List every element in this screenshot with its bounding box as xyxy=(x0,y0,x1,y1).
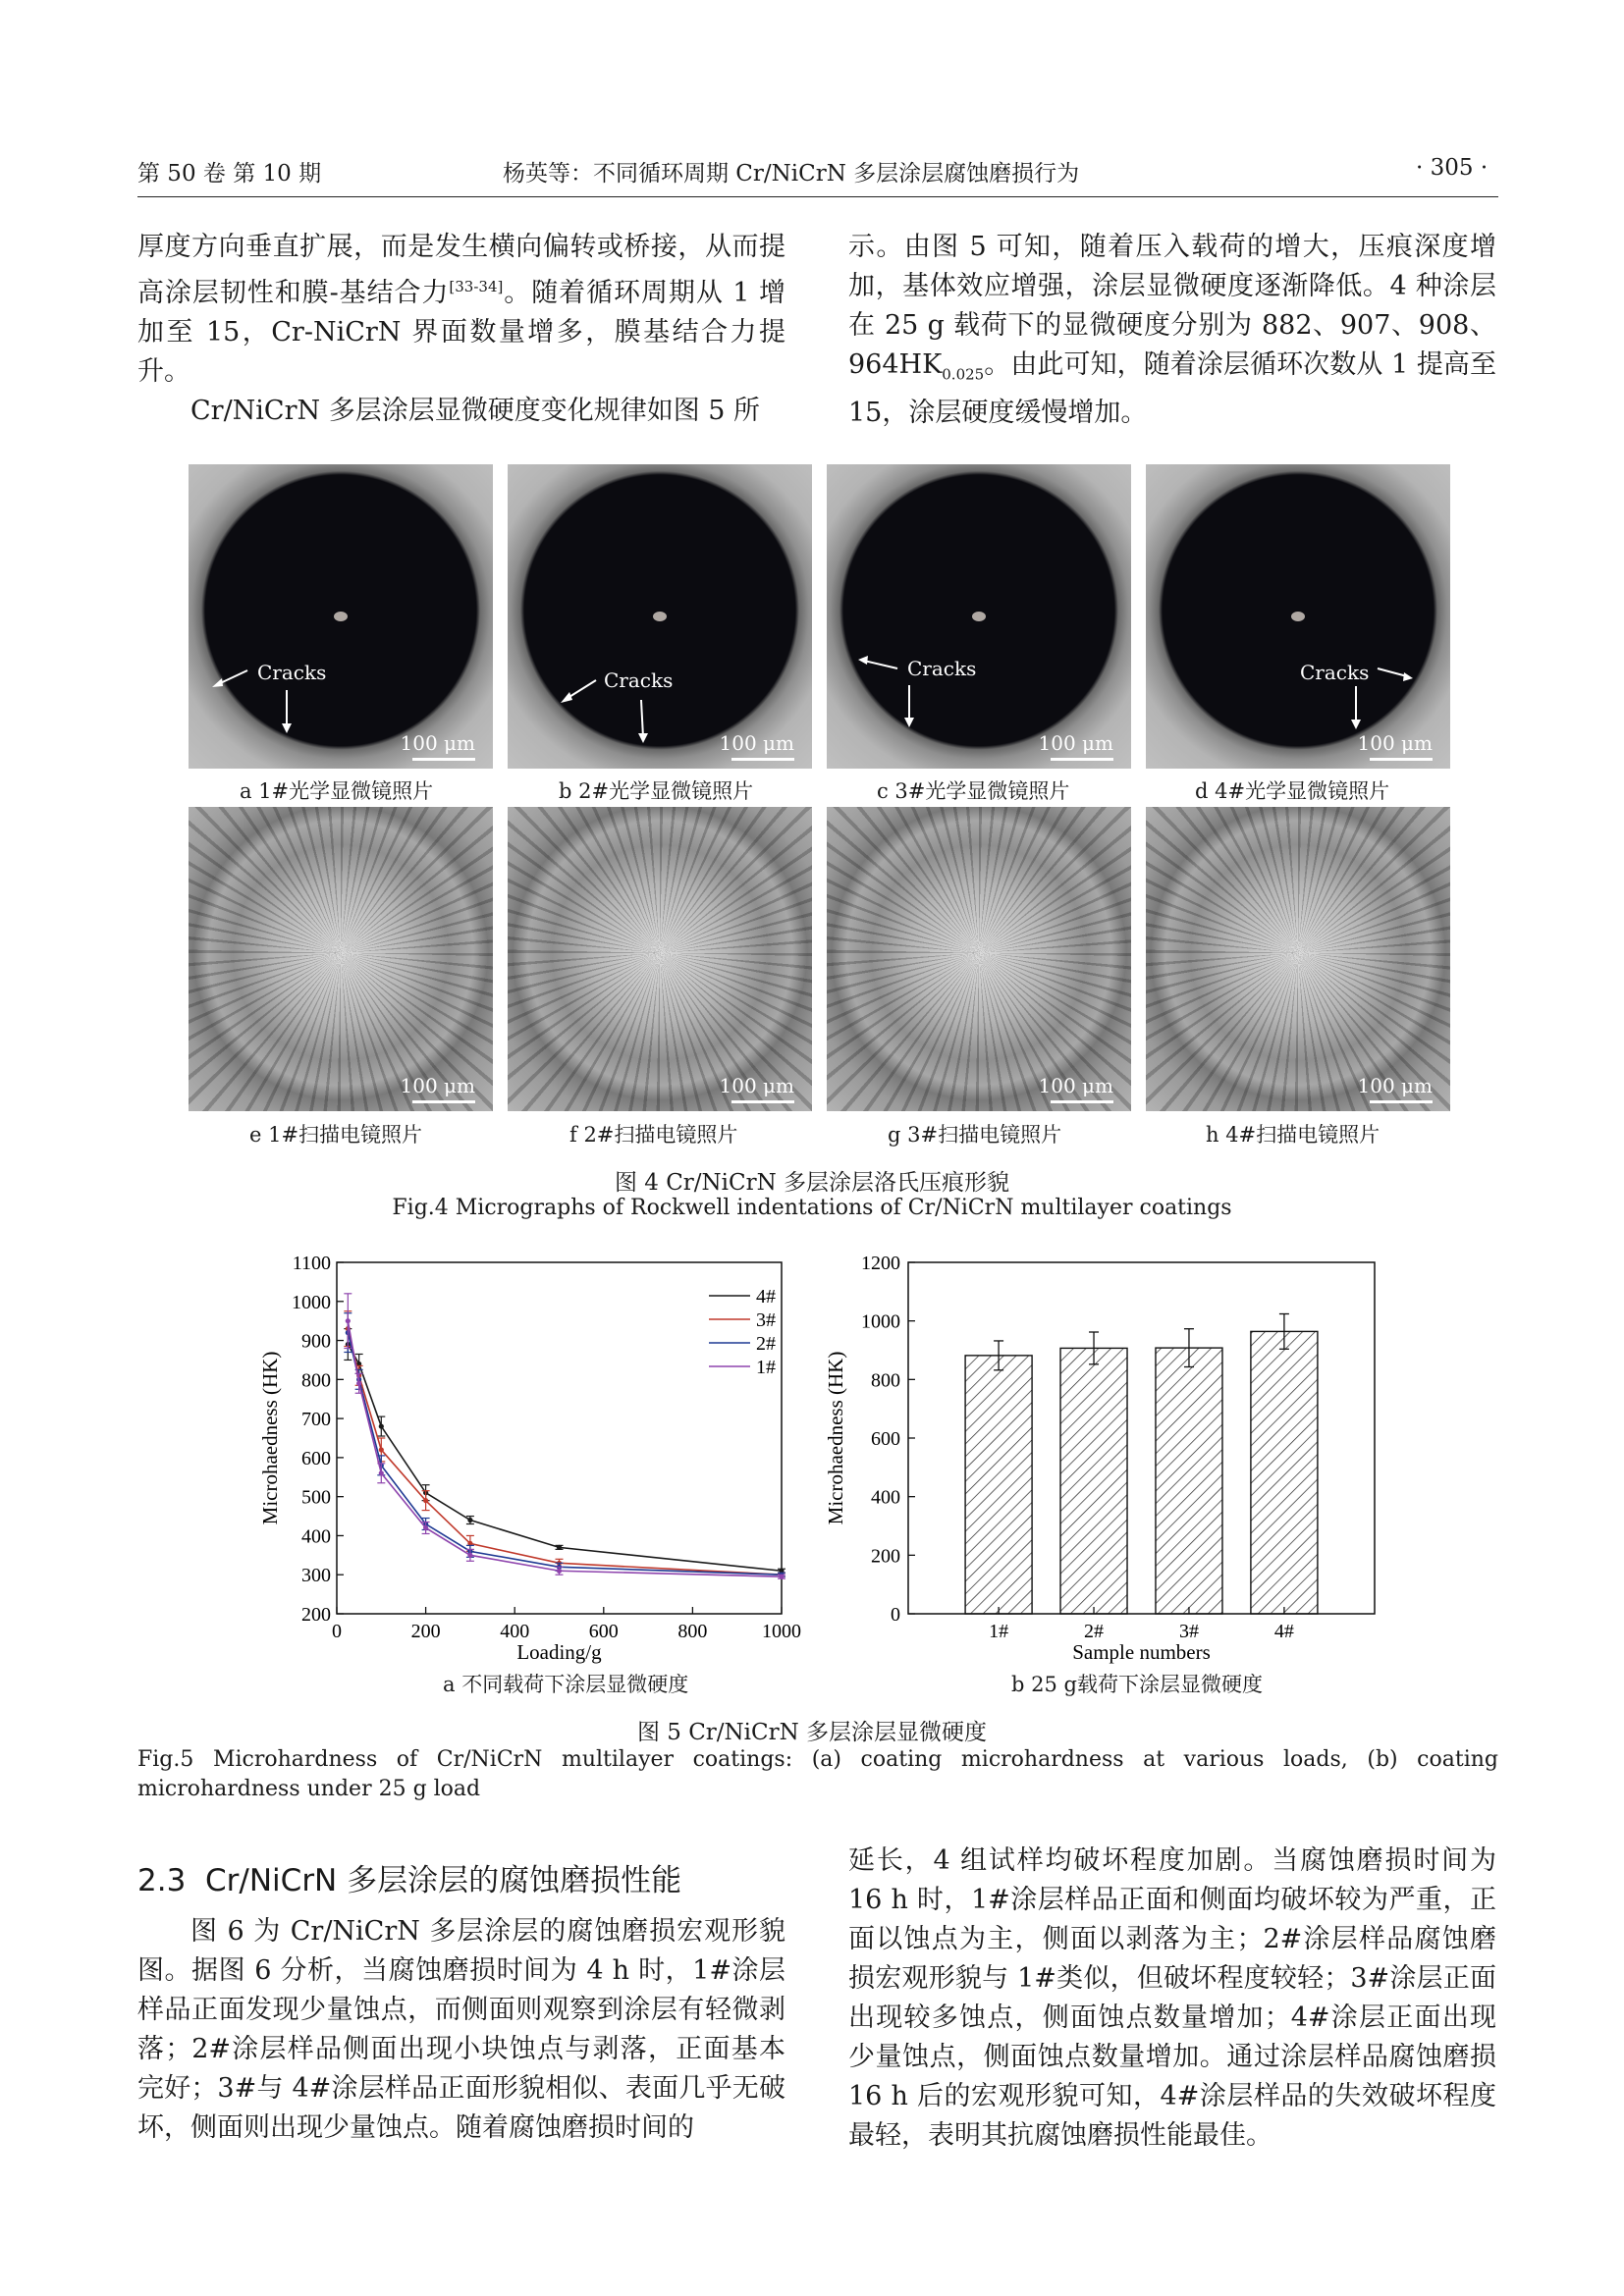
scale-bar xyxy=(412,758,475,761)
data-point xyxy=(379,1423,384,1428)
paragraph xyxy=(848,228,1496,433)
x-tick-label: 1000 xyxy=(762,1621,801,1642)
crack-arrows xyxy=(1146,464,1450,769)
figure-4-caption-cn: 图 4 Cr/NiCrN 多层涂层洛氏压痕形貌 xyxy=(614,1170,1010,1196)
crack-arrows xyxy=(508,464,812,769)
y-axis-label: Microhaedness (HK) xyxy=(824,1351,847,1525)
header-volume: 第 50 卷 第 10 期 xyxy=(137,161,322,187)
panel-label-b: b 2#光学显微镜照片 xyxy=(559,779,754,803)
scale-bar xyxy=(1051,758,1113,761)
legend-label: 3# xyxy=(756,1309,776,1331)
data-point xyxy=(423,1525,428,1530)
figure-4-caption-en: Fig.4 Micrographs of Rockwell indentations of Cr/NiCrN multilayer coatings xyxy=(392,1196,1232,1220)
y-tick-label: 1000 xyxy=(292,1291,331,1313)
cracks-label: Cracks xyxy=(257,661,327,684)
scale-bar xyxy=(412,1100,475,1103)
scale-text: 100 μm xyxy=(400,1074,475,1097)
section-heading xyxy=(137,1855,681,1899)
data-point xyxy=(423,1498,428,1503)
data-point xyxy=(779,1575,784,1579)
scale-text: 100 μm xyxy=(1038,731,1113,755)
panel-label-g: g 3#扫描电镜照片 xyxy=(888,1123,1062,1147)
panel-b-optical-micrograph xyxy=(508,464,812,769)
scale-text: 100 μm xyxy=(1038,1074,1113,1097)
x-tick-label: 0 xyxy=(332,1621,342,1642)
scale-bar xyxy=(731,1100,794,1103)
figure-5-charts xyxy=(0,1247,1624,1698)
figure-5-sublabel-b: b 25 g载荷下涂层显微硬度 xyxy=(1011,1673,1263,1696)
text: 。随着循环周期从 1 增加至 15，Cr-NiCrN 界面数量增多，膜基结合力提升。 xyxy=(137,278,786,387)
x-tick-label: 200 xyxy=(410,1621,441,1642)
data-point xyxy=(356,1381,361,1386)
x-tick-label: 400 xyxy=(500,1621,530,1642)
y-tick-label: 300 xyxy=(301,1565,331,1587)
crack-arrows xyxy=(189,464,493,769)
panel-label-a: a 1#光学显微镜照片 xyxy=(240,779,434,803)
paragraph: Cr/NiCrN 多层涂层显微硬度变化规律如图 5 所 xyxy=(190,396,761,426)
header-title: 杨英等：不同循环周期 Cr/NiCrN 多层涂层腐蚀磨损行为 xyxy=(503,161,1080,187)
x-axis-label: Loading/g xyxy=(516,1640,602,1664)
figure-5-sublabel-a: a 不同载荷下涂层显微硬度 xyxy=(443,1673,689,1696)
y-tick-label: 800 xyxy=(871,1369,900,1392)
scale-text: 100 μm xyxy=(719,731,794,755)
panel-label-f: f 2#扫描电镜照片 xyxy=(569,1123,738,1147)
panel-h-sem-micrograph xyxy=(1146,807,1450,1111)
panel-e-sem-micrograph xyxy=(189,807,493,1111)
crack-arrows xyxy=(827,464,1131,769)
panel-g-sem-micrograph xyxy=(827,807,1131,1111)
y-tick-label: 600 xyxy=(301,1447,331,1469)
column-bottom-right xyxy=(848,1842,1496,2156)
cracks-label: Cracks xyxy=(1300,661,1370,684)
panel-a-optical-micrograph xyxy=(189,464,493,769)
text: 厚度方向垂直扩展，而是发生横向偏转或桥接，从而提高涂层韧性和膜-基结合力 xyxy=(137,232,785,308)
data-point xyxy=(557,1569,562,1574)
paragraph xyxy=(137,228,785,392)
citation: [33-34] xyxy=(449,278,504,295)
y-tick-label: 800 xyxy=(301,1369,331,1392)
y-tick-label: 600 xyxy=(871,1428,900,1450)
y-tick-label: 200 xyxy=(301,1604,331,1626)
panel-label-h: h 4#扫描电镜照片 xyxy=(1206,1123,1380,1147)
data-point xyxy=(467,1518,472,1522)
series-line xyxy=(348,1321,782,1577)
text: 。由此可知，随着涂层循环次数从 1 提高至 15，涂层硬度缓慢增加。 xyxy=(848,349,1496,429)
bar xyxy=(1156,1348,1222,1614)
y-tick-label: 500 xyxy=(301,1486,331,1509)
x-tick-label: 4# xyxy=(1273,1621,1294,1642)
y-tick-label: 1000 xyxy=(861,1310,900,1333)
scale-text: 100 μm xyxy=(1357,1074,1433,1097)
scale-bar xyxy=(1051,1100,1113,1103)
y-tick-label: 700 xyxy=(301,1409,331,1431)
figure-5-caption-en: Fig.5 Microhardness of Cr/NiCrN multilayer coatings: (a) coating microhardness at various loads, (b) coating microhardness under 25 g load xyxy=(137,1747,1498,1801)
legend-label: 1# xyxy=(756,1357,776,1378)
panel-label-e: e 1#扫描电镜照片 xyxy=(249,1123,423,1147)
panel-f-sem-micrograph xyxy=(508,807,812,1111)
legend-label: 2# xyxy=(756,1333,776,1355)
y-axis-label: Microhaedness (HK) xyxy=(258,1351,282,1525)
bar xyxy=(1060,1348,1127,1614)
paragraph: 图 6 为 Cr/NiCrN 多层涂层的腐蚀磨损宏观形貌图。据图 6 分析，当腐蚀磨损时间为 4 h 时，1#涂层样品正面发现少量蚀点，而侧面则观察到涂层有轻微剥落；2#涂层样品侧面出现小块蚀点与剥落，正面基本完好；3#与 4#涂层样品正面形貌相似、表面几乎无破坏，侧面则出现少量蚀点。随着腐蚀磨损时间的 xyxy=(137,1916,785,2143)
y-tick-label: 400 xyxy=(301,1525,331,1548)
x-tick-label: 3# xyxy=(1178,1621,1199,1642)
text: 示。由图 5 可知，随着压入载荷的增大，压痕深度增加，基体效应增强，涂层显微硬度逐渐降低。4 种涂层在 25 g 载荷下的显微硬度分别为 882、907、908、964HK xyxy=(848,232,1496,380)
x-tick-label: 600 xyxy=(588,1621,619,1642)
cracks-label: Cracks xyxy=(907,657,977,680)
subscript: 0.025 xyxy=(942,365,985,384)
data-point xyxy=(379,1470,384,1475)
y-tick-label: 1200 xyxy=(861,1253,900,1274)
section-number: 2.3 xyxy=(137,1863,187,1898)
x-tick-label: 2# xyxy=(1084,1621,1105,1642)
y-tick-label: 200 xyxy=(871,1545,900,1568)
column-top-left xyxy=(137,228,785,431)
panel-label-d: d 4#光学显微镜照片 xyxy=(1195,779,1390,803)
panel-d-optical-micrograph xyxy=(1146,464,1450,769)
series-line xyxy=(348,1345,782,1572)
scale-text: 100 μm xyxy=(719,1074,794,1097)
data-point xyxy=(557,1545,562,1550)
paragraph: 延长，4 组试样均破坏程度加剧。当腐蚀磨损时间为 16 h 时，1#涂层样品正面和侧面均破坏较为严重，正面以蚀点为主，侧面以剥落为主；2#涂层样品腐蚀磨损宏观形貌与 1#类似，但破坏程度较轻；3#涂层正面出现较多蚀点，侧面蚀点数量增加；4#涂层正面出现少量蚀点，侧面蚀点数量增加。通过涂层样品腐蚀磨损 16 h 后的宏观形貌可知，4#涂层样品的失效破坏程度最轻，表明其抗腐蚀磨损性能最佳。 xyxy=(848,1845,1496,2151)
cracks-label: Cracks xyxy=(604,668,674,692)
bar xyxy=(965,1356,1032,1614)
y-tick-label: 900 xyxy=(301,1330,331,1353)
y-tick-label: 1100 xyxy=(292,1253,331,1274)
chart-b-bar xyxy=(824,1253,1375,1664)
panel-label-c: c 3#光学显微镜照片 xyxy=(877,779,1070,803)
x-axis-label: Sample numbers xyxy=(1072,1640,1211,1664)
y-tick-label: 400 xyxy=(871,1486,900,1509)
scale-text: 100 μm xyxy=(1357,731,1433,755)
header-page-number: · 305 · xyxy=(1416,155,1489,181)
data-point xyxy=(346,1318,351,1323)
scale-bar xyxy=(1370,758,1433,761)
scale-text: 100 μm xyxy=(400,731,475,755)
x-tick-label: 1# xyxy=(989,1621,1009,1642)
panel-c-optical-micrograph xyxy=(827,464,1131,769)
series-line xyxy=(348,1333,782,1575)
data-point xyxy=(379,1447,384,1452)
figure-5-caption-cn: 图 5 Cr/NiCrN 多层涂层显微硬度 xyxy=(636,1720,988,1745)
scale-bar xyxy=(731,758,794,761)
bar xyxy=(1251,1331,1318,1614)
legend-label: 4# xyxy=(756,1286,776,1308)
chart-a-line xyxy=(258,1253,801,1664)
y-tick-label: 0 xyxy=(891,1604,900,1626)
data-point xyxy=(467,1553,472,1558)
section-title: Cr/NiCrN 多层涂层的腐蚀磨损性能 xyxy=(205,1863,682,1898)
scale-bar xyxy=(1370,1100,1433,1103)
column-top-right xyxy=(848,228,1496,433)
x-tick-label: 800 xyxy=(677,1621,708,1642)
header-rule xyxy=(137,196,1498,197)
column-bottom-left xyxy=(137,1912,785,2148)
